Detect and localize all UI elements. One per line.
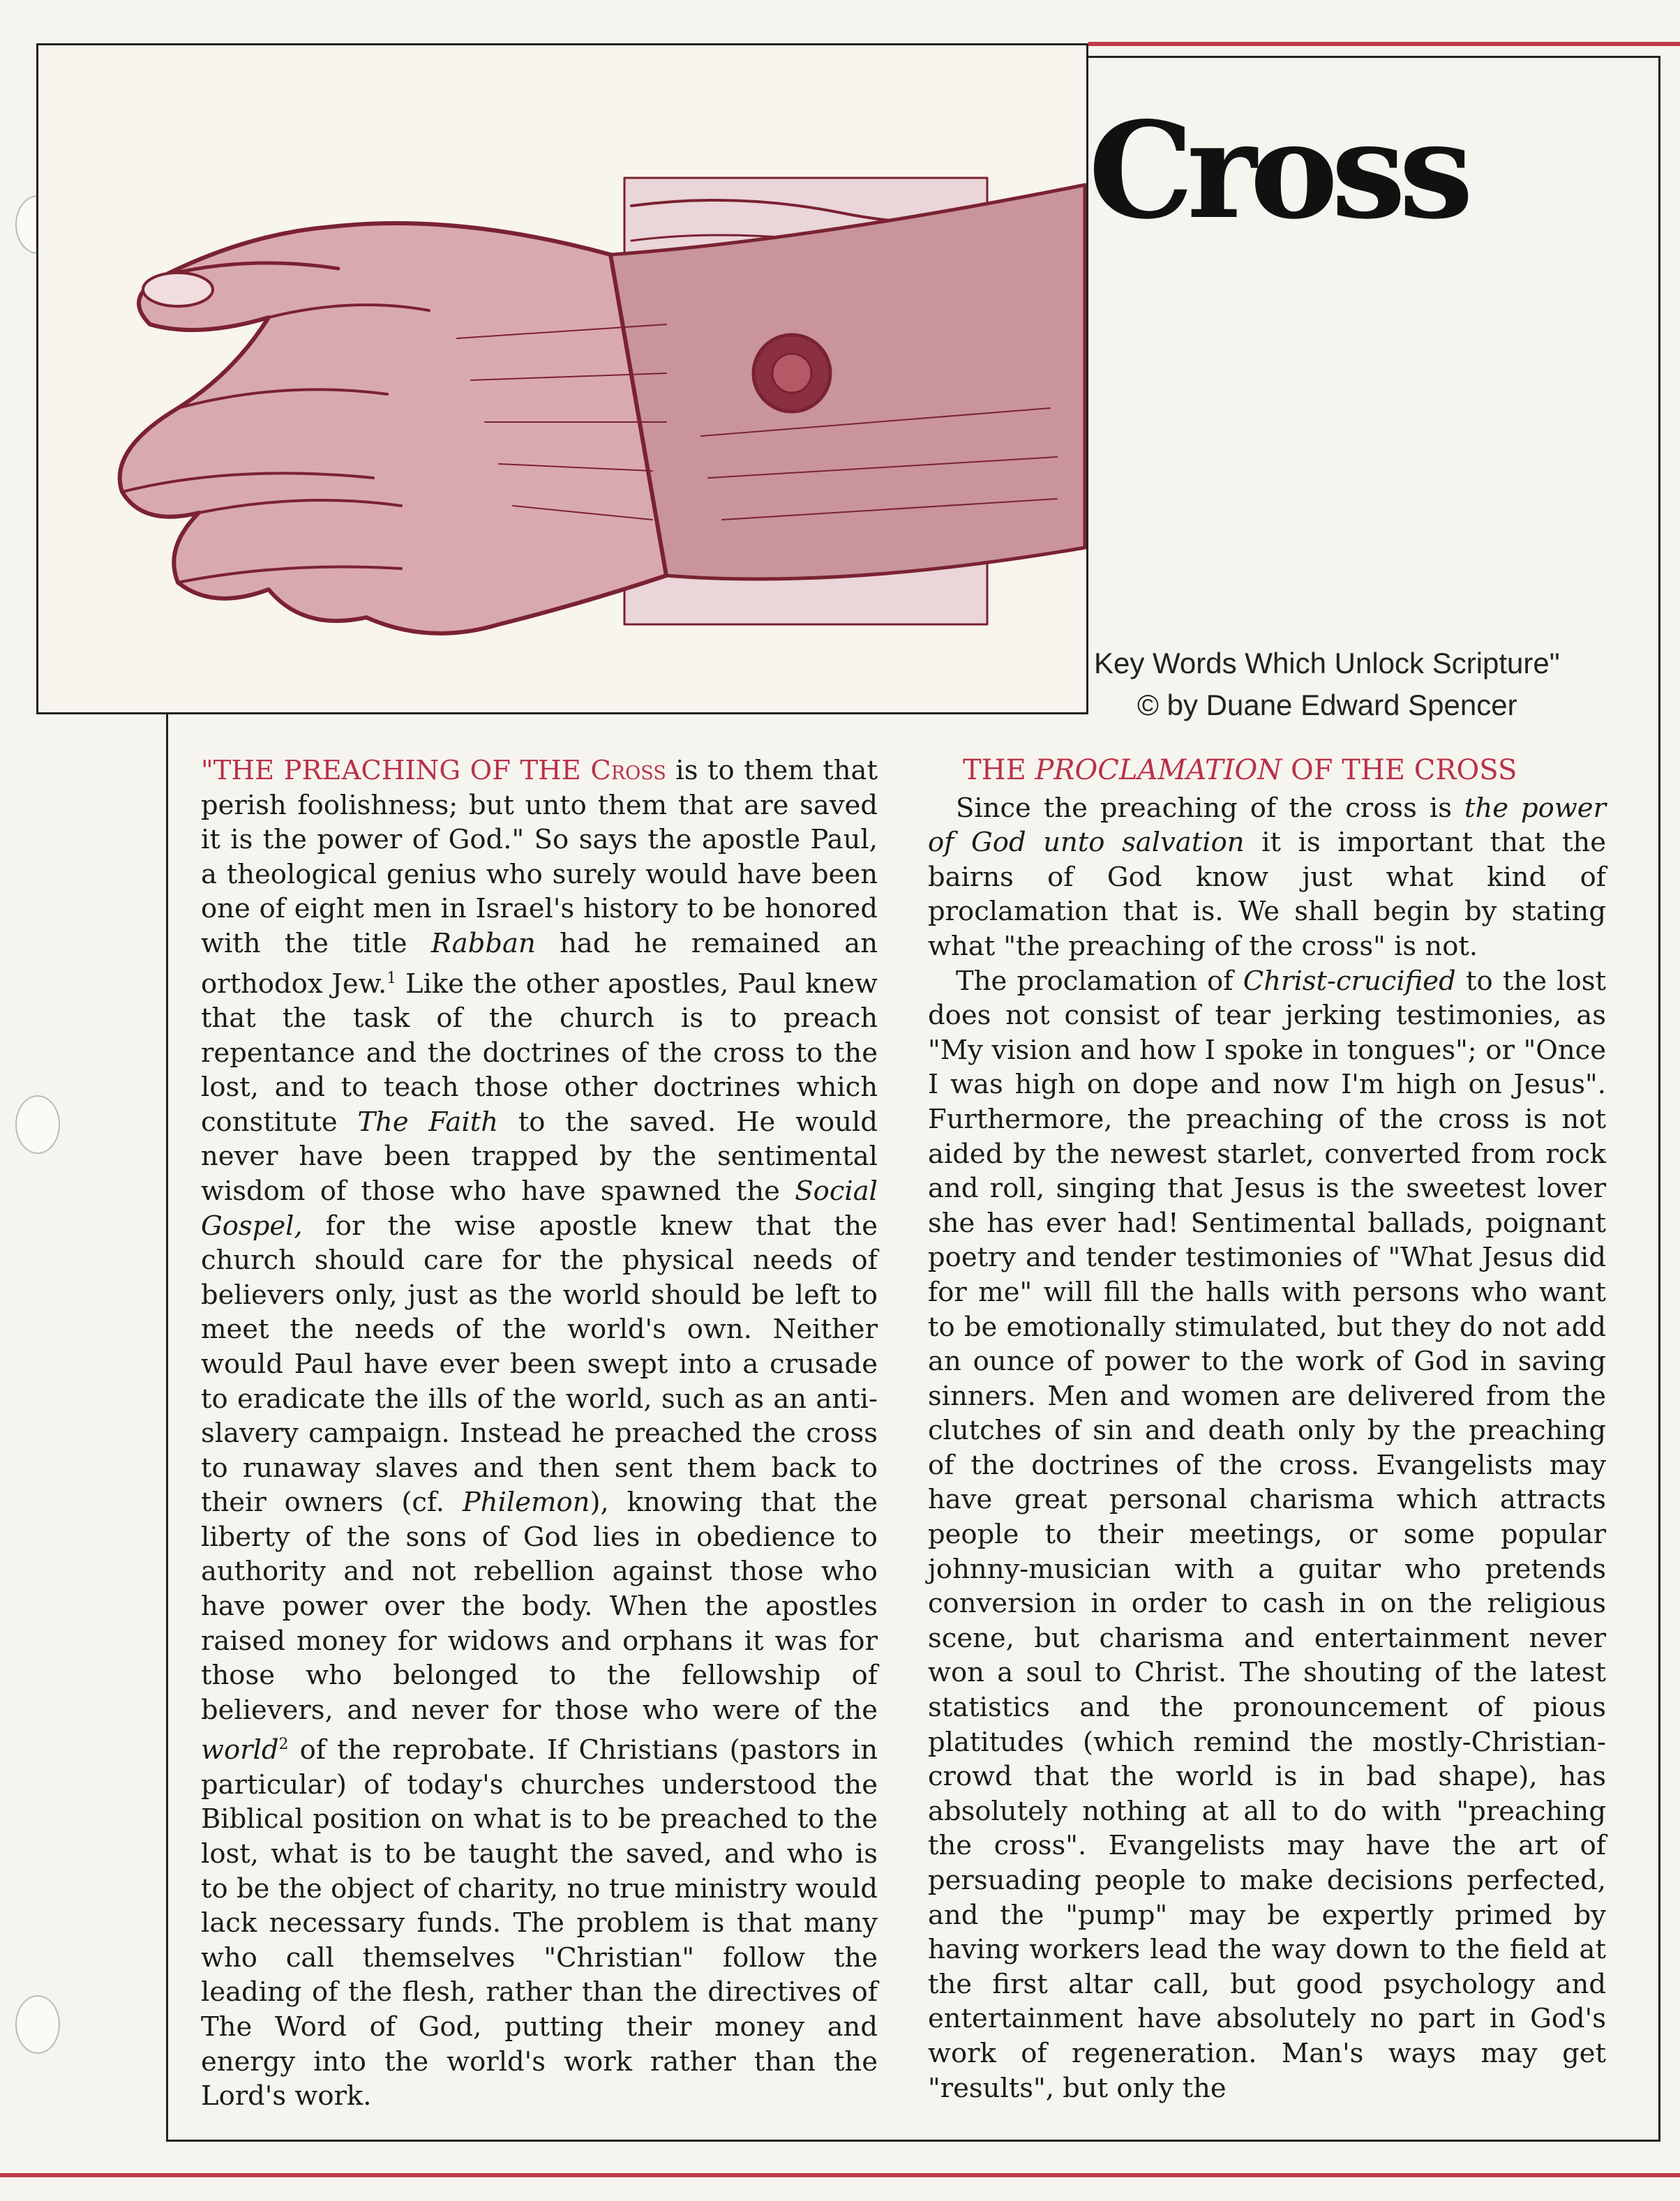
punch-hole [15, 1995, 60, 2054]
author-credit: © by Duane Edward Spencer [1137, 689, 1517, 721]
lead-phrase-cross: Cross [590, 755, 666, 786]
body-italic: Social Gospel, [201, 1175, 878, 1242]
heading-text: OF THE CROSS [1282, 754, 1517, 786]
body-italic: the power of God unto salvation [928, 792, 1606, 859]
body-text: Like the other apostles, Paul knew that the task of the church is to preach repentance and the doctrines of the cross to the lost, and to teach those other doctrines which constitute [201, 968, 878, 1138]
right-column [928, 753, 1606, 2105]
body-text: it is important that the bairns of God know just what kind of proclamation that is. We shall begin by stating what "the preaching of the cross" is not. [928, 827, 1607, 962]
punch-hole [15, 1095, 60, 1154]
body-italic: The Faith [357, 1106, 499, 1138]
body-text: Since the preaching of the cross is [956, 792, 1464, 824]
body-text: to the lost does not consist of tear jerking testimonies, as "My vision and how I spoke in tongues"; or "Once I was high on dope and now I'm high on Jesus". Furthermore, the preaching of the cross is not aided by the newest starlet, converted from rock and roll, singing that Jesus is the sweetest lover she has ever had! Sentimental ballads, poignant poetry and tender testimonies of "What Jesus did for me" will fill the halls with persons who want to be emotionally stimulated, but they do not add an ounce of power to the work of God in saving sinners. Men and women are delivered from the clutches of sin and death only by the preaching of the doctrines of the cross. Evangelists may have great personal charisma which attracts people to their meetings, or some popular johnny-musician with a guitar who pretends conversion in order to cash in on the religious scene, but charisma and entertainment never won a soul to Christ. The shouting of the latest statistics and the pronouncement of pious platitudes (which remind the mostly-Christian-crowd that the world is in bad shape), has absolutely nothing at all to do with "preaching the cross". Evangelists may have the art of persuading people to make decisions perfected, and the "pump" may be expertly primed by having workers lead the way down to the field at the first altar call, but good psychology and entertainment have absolutely no part in God's work of regeneration. Man's ways may get "results", but only the [928, 965, 1606, 2104]
top-rule [1088, 42, 1680, 46]
nail-pierced-hand-icon [38, 45, 1086, 712]
body-italic: Christ-crucified [1243, 965, 1456, 997]
left-column [201, 753, 878, 2114]
bottom-rule [0, 2173, 1680, 2177]
body-text: of the reprobate. If Christians (pastors in particular) of today's churches understood the Biblical position on what is to be preached to the lost, what is to be taught the saved, and who is to be the object of charity, no true ministry would lack necessary funds. The problem is that many who call themselves "Christian" follow the leading of the flesh, rather than the directives of The Word of God, putting their money and energy into the world's work rather than the Lord's work. [201, 1734, 878, 2112]
page-title: Cross [1088, 93, 1467, 248]
footnote-marker: 2 [278, 1736, 289, 1754]
lead-phrase: "THE PREACHING OF THE [201, 755, 591, 786]
series-title: Key Words Which Unlock Scripture" [1094, 647, 1560, 679]
section-heading [928, 753, 1606, 788]
body-text: ), knowing that the liberty of the sons of God lies in obedience to authority and not rebellion against those who have power over the body. When the apostles raised money for widows and orphans it was for those who belonged to the fellowship of believers, and never for those who were of the [201, 1487, 878, 1726]
left-paragraph [201, 753, 878, 2114]
body-text: had he remained an orthodox Jew. [201, 927, 878, 1000]
right-paragraph [928, 791, 1606, 964]
footnote-marker: 1 [387, 969, 397, 987]
body-italic: world [201, 1734, 279, 1766]
body-text: for the wise apostle knew that the church should care for the physical needs of believers only, just as the world should be left to meet the needs of the world's own. Neither would Paul have ever been swept into a crusade to eradicate the ills of the world, such as an anti-slavery campaign. Instead he preached the cross to runaway slaves and then sent them back to their owners (cf. [201, 1210, 878, 1519]
body-text: The proclamation of [956, 965, 1243, 997]
body-text: is to them that perish foolishness; but unto them that are saved it is the power of God." So says the apostle Paul, a theological genius who surely would have been one of eight men in Israel's history to be honored with the title [201, 755, 878, 959]
body-italic: Philemon [462, 1487, 590, 1519]
illustration [36, 43, 1088, 714]
body-italic: Rabban [430, 927, 536, 959]
body-text: to the saved. He would never have been trapped by the sentimental wisdom of those who have spawned the [201, 1106, 878, 1207]
right-paragraph [928, 964, 1606, 2106]
heading-text: THE [963, 754, 1035, 786]
heading-italic: PROCLAMATION [1035, 754, 1282, 786]
